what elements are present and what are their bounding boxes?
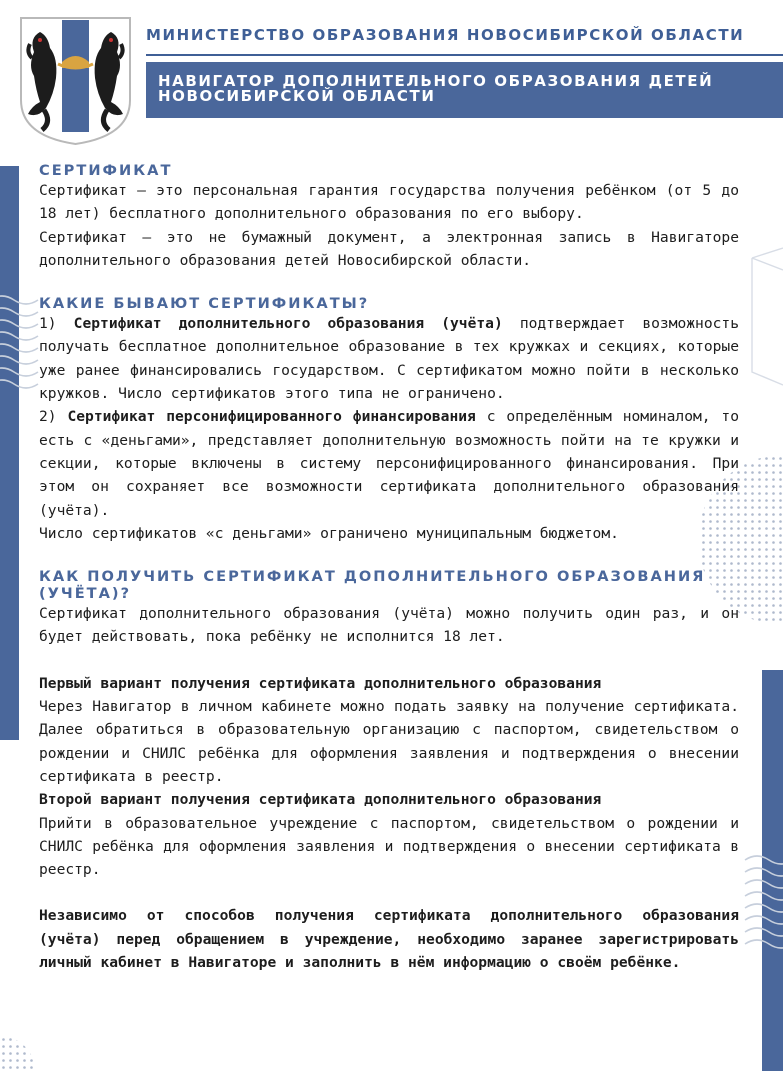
certificate-definition-2: Сертификат – это не бумажный документ, а электронная запись в Навигаторе дополнительного образования детей Новосибирской области. [39, 228, 739, 269]
final-note: Независимо от способов получения сертификата дополнительного образования (учёта) перед обращением в учреждение, необходимо заранее зарегистрировать личный кабинет в Навигаторе и заполнить в нём информацию о своём ребёнке. [39, 907, 739, 972]
heading-certificate-types: КАКИЕ БЫВАЮТ СЕРТИФИКАТЫ? [39, 295, 370, 313]
certificate-type-1-name: Сертификат дополнительного образования (учёта) [73, 315, 503, 333]
certificate-type-1: 1) Сертификат дополнительного образования (учёта) подтверждает возможность получать бесплатное дополнительное образование в тех кружках и секциях, которые уже ранее финансировались государством. С сертификатом можно пойти в несколько кружков. Число сертификатов этого типа не ограничено. [39, 315, 739, 403]
certificate-type-2-name: Сертификат персонифицированного финансирования [67, 408, 476, 426]
variant-2-text: Прийти в образовательное учреждение с паспортом, свидетельством о рождении и СНИЛС ребёнка для оформления заявления и подтверждения о внесении сертификата в реестр. [39, 814, 739, 879]
ministry-title: МИНИСТЕРСТВО ОБРАЗОВАНИЯ НОВОСИБИРСКОЙ ОБЛАСТИ [146, 26, 745, 44]
heading-how-to-get: КАК ПОЛУЧИТЬ СЕРТИФИКАТ ДОПОЛНИТЕЛЬНОГО ОБРАЗОВАНИЯ (УЧЁТА)? [39, 568, 706, 603]
certificate-limit-note: Число сертификатов «с деньгами» ограничено муниципальным бюджетом. [39, 524, 619, 542]
heading-certificate: СЕРТИФИКАТ [39, 162, 173, 179]
main-content [39, 162, 739, 974]
how-to-get-intro: Сертификат дополнительного образования (учёта) можно получить один раз, и он будет действовать, пока ребёнку не исполнится 18 лет. [39, 605, 739, 646]
banner-line-2: НОВОСИБИРСКОЙ ОБЛАСТИ [158, 87, 436, 105]
certificate-type-2: 2) Сертификат персонифицированного финансирования с определённым номиналом, то есть с «деньгами», представляет дополнительную возможность пойти на те кружки и секции, которые включены в систему персонифицированного финансирования. При этом он сохраняет все возможности сертификата дополнительного образования (учёта). [39, 408, 740, 519]
certificate-definition-1: Сертификат – это персональная гарантия государства получения ребёнком (от 5 до 18 лет) бесплатного дополнительного образования по его выбору. [39, 182, 739, 223]
variant-1-title: Первый вариант получения сертификата дополнительного образования [39, 674, 602, 692]
variant-2-title: Второй вариант получения сертификата дополнительного образования [39, 791, 602, 809]
banner-line-1: НАВИГАТОР ДОПОЛНИТЕЛЬНОГО ОБРАЗОВАНИЯ ДЕТЕЙ [158, 72, 714, 90]
variant-1-text: Через Навигатор в личном кабинете можно подать заявку на получение сертификата. Далее обратиться в образовательную организацию с паспортом, свидетельством о рождении и СНИЛС ребёнка для оформления заявления и подтверждения о внесении сертификата в реестр. [39, 698, 739, 785]
